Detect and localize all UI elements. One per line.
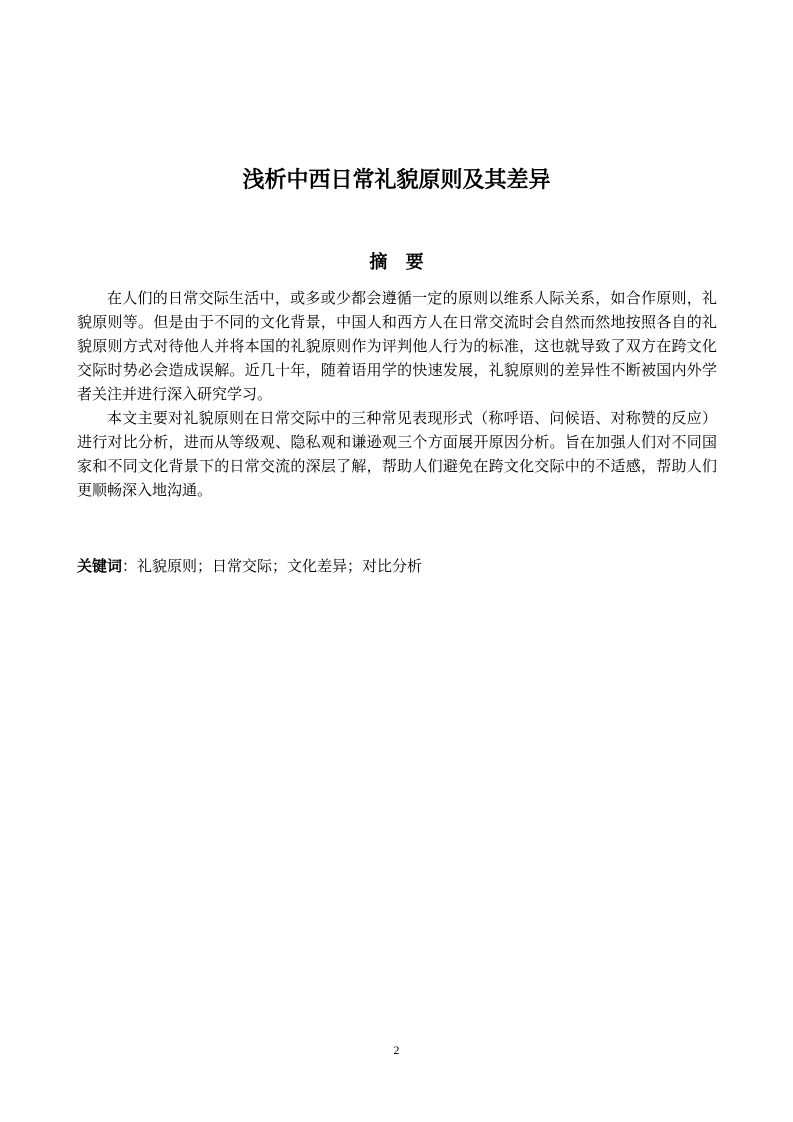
abstract-body (77, 286, 717, 502)
keywords-line (77, 554, 717, 578)
abstract-paragraph: 在人们的日常交际生活中，或多或少都会遵循一定的原则以维系人际关系，如合作原则，礼貌原则等。但是由于不同的文化背景，中国人和西方人在日常交流时会自然而然地按照各自的礼貌原则方式对待他人并将本国的礼貌原则作为评判他人行为的标准，这也就导致了双方在跨文化交际时势必会造成误解。近几十年，随着语用学的快速发展，礼貌原则的差异性不断被国内外学者关注并进行深入研究学习。 (77, 289, 717, 403)
abstract-heading: 摘 要 (369, 252, 430, 273)
keywords-text: 礼貌原则；日常交际；文化差异；对比分析 (137, 557, 423, 575)
keywords-label: 关键词 (77, 557, 123, 575)
document-title: 浅析中西日常礼貌原则及其差异 (242, 168, 551, 193)
page-number: 2 (393, 1043, 400, 1057)
abstract-paragraph: 本文主要对礼貌原则在日常交际中的三种常见表现形式（称呼语、问候语、对称赞的反应）进行对比分析，进而从等级观、隐私观和谦逊观三个方面展开原因分析。旨在加强人们对不同国家和不同文化背景下的日常交流的深层了解，帮助人们避免在跨文化交际中的不适感，帮助人们更顺畅深入地沟通。 (77, 409, 717, 499)
keywords-separator: ： (122, 557, 138, 575)
